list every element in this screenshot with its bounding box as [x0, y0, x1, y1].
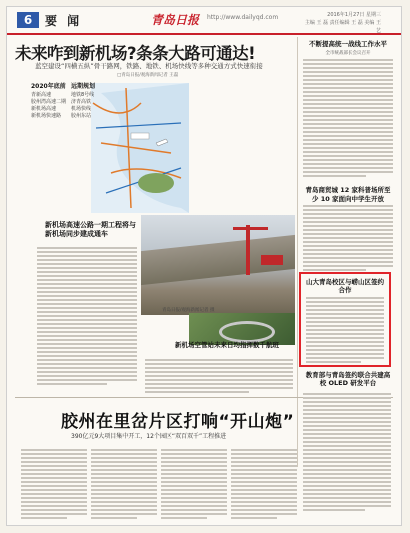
highlight-body: [306, 297, 384, 363]
highlighted-article[interactable]: [299, 272, 391, 367]
page-header-bar: [7, 7, 401, 35]
main-headline[interactable]: 未来咋到新机场?条条大路可通达!: [15, 44, 256, 63]
right-story2-body: [303, 205, 393, 271]
bottom-subhead: 390亿元9大项目集中开工，12个园区“双百双千”工程推进: [71, 433, 227, 440]
sidebar-headline[interactable]: 新机场高速公路一期工程将与新机场同步建成通车: [45, 221, 136, 238]
right-story2-title[interactable]: 青岛商贸城 12 家科普场所至少 10 家面向中学生开放: [305, 186, 391, 203]
right-column: [303, 39, 393, 273]
right-story1-sub: 全市统战部长会议召开: [325, 51, 371, 56]
main-subhead: 蓝空建设“四横五纵”骨干路网，铁路、地铁、机场快线等多种交通方式快速衔接: [35, 62, 263, 70]
map-col2-item: 济青高铁: [71, 99, 92, 105]
bottom-body-col1: [21, 447, 87, 521]
right-story3-body: [303, 391, 391, 513]
route-map-graphic: [31, 83, 189, 213]
map-col2-item: 机场快线: [71, 106, 92, 112]
column-divider: [297, 37, 298, 467]
bottom-body-col3: [161, 447, 227, 521]
map-col1-item: 青新高速: [31, 92, 52, 98]
photo-caption: 青岛日报/观海新闻记者 摄: [162, 308, 215, 313]
photo-story-headline[interactable]: 新机场空管站未来日均指挥数千航班: [175, 341, 279, 349]
bottom-headline[interactable]: 胶州在里岔片区打响“开山炮”: [61, 412, 295, 432]
highlight-title: 山大青岛校区与崂山区签约合作: [306, 278, 384, 294]
bottom-body-col4: [231, 447, 297, 521]
date-line2: 主编 王 磊 责任编辑 王 磊 美编 王艺: [304, 20, 381, 34]
map-col2-item: 胶州东站: [71, 113, 92, 119]
main-byline: □青岛日报/观海新闻记者 王磊: [117, 73, 179, 78]
section-name: 要 闻: [45, 14, 83, 28]
masthead: 青岛日报: [151, 13, 200, 27]
map-col1-item: 新机场快速路: [31, 113, 62, 119]
map-col1-item: 胶州湾高速二期: [31, 99, 67, 105]
map-col2-item: 地铁8号线: [71, 92, 95, 98]
date-line1: 2016年1月27日 星期三: [327, 12, 381, 18]
photo-story-body: [145, 357, 293, 395]
map-col2-title: 远期规划: [71, 83, 96, 90]
right-story3-title[interactable]: 教育部与青岛签约联合共建高校 OLED 研发平台: [305, 371, 391, 387]
map-legend-col2: [71, 83, 111, 120]
date-info: [301, 11, 381, 35]
sidebar-body: [37, 245, 137, 387]
map-col1-item: 新机场高速: [31, 106, 57, 112]
right-story1-title[interactable]: 不断提高统一战线工作水平: [309, 40, 387, 48]
map-legend-col1: [31, 83, 71, 120]
newspaper-page: [6, 6, 402, 526]
map-col1-title: 2020年底前: [31, 83, 66, 90]
site-url[interactable]: http://www.dailyqd.com: [207, 14, 279, 21]
bottom-body-col2: [91, 447, 157, 521]
bridge-construction-photo: [141, 215, 295, 315]
page-number: 6: [17, 12, 39, 28]
right-story1-body: [303, 59, 393, 177]
